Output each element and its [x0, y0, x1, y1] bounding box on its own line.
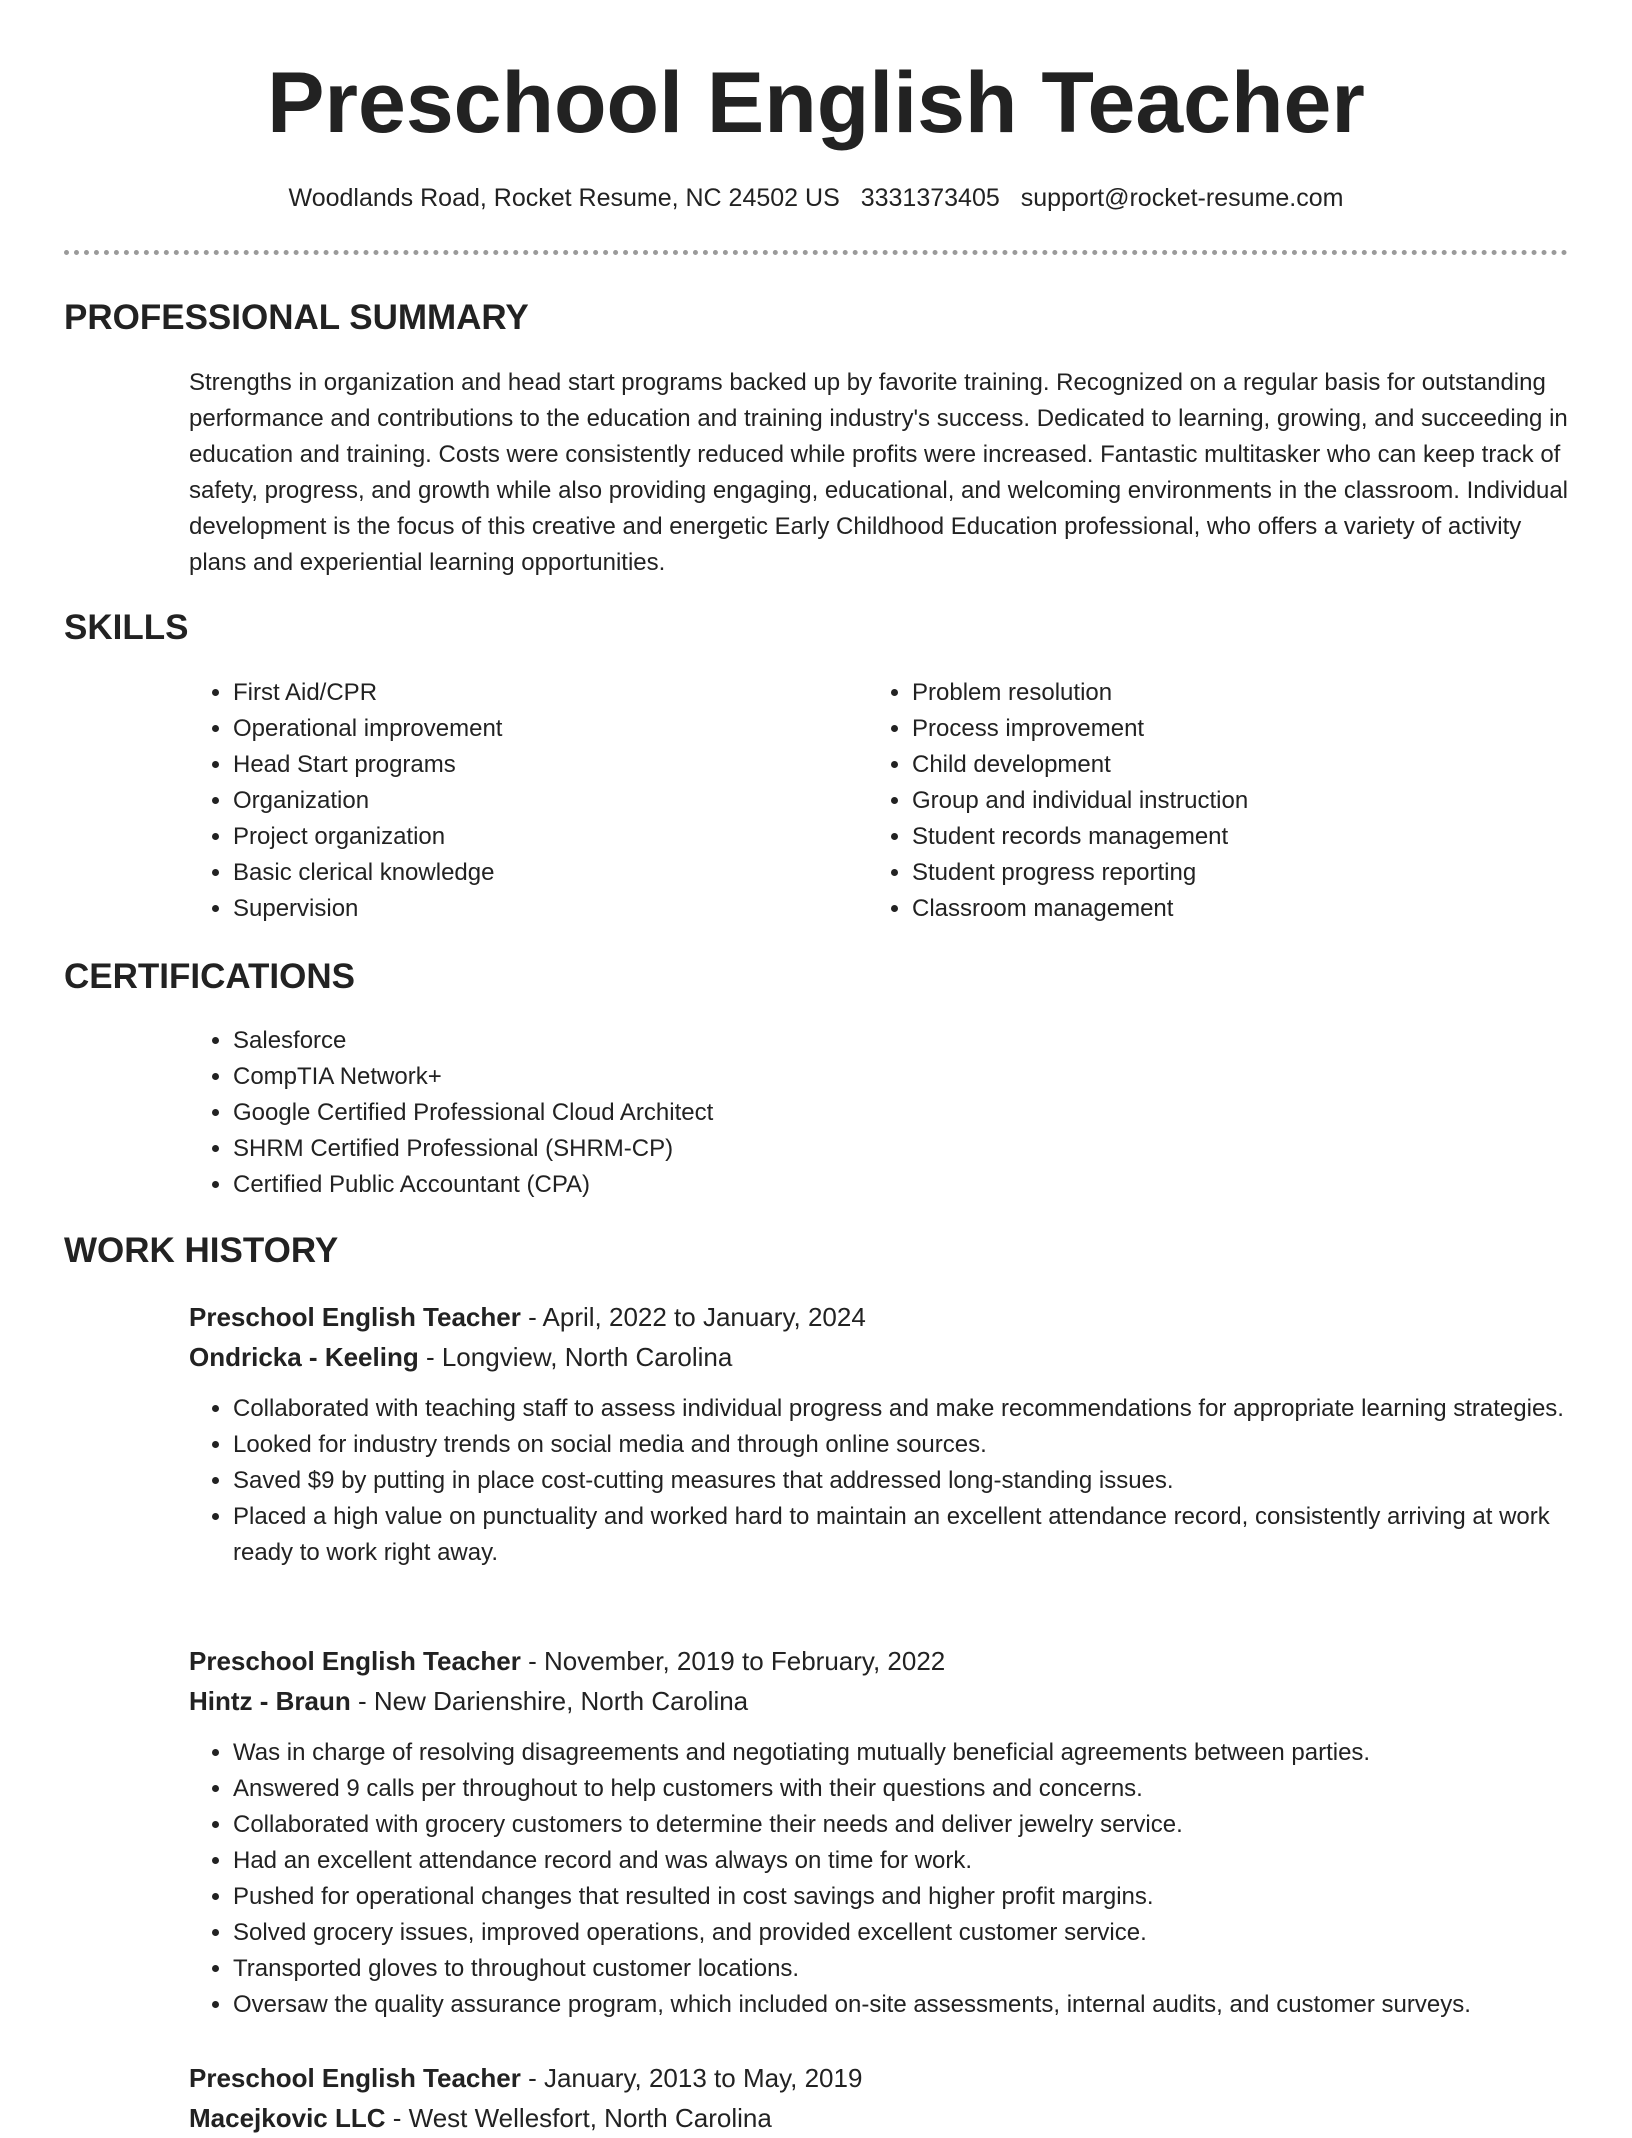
job-duty: • Saved $9 by putting in place cost-cutting measures that addressed long-standing issues.	[233, 1463, 1613, 1499]
job-dates: - April, 2022 to January, 2024	[528, 1302, 866, 1332]
job-duty: • Collaborated with grocery customers to determine their needs and deliver jewelry service.	[233, 1807, 1613, 1843]
job-company-line	[189, 1681, 748, 1721]
job-company-line	[189, 2098, 772, 2138]
contact-line	[64, 180, 1568, 216]
skills-heading: SKILLS	[64, 608, 189, 647]
job-duty: • Transported gloves to throughout customer locations.	[233, 1951, 1613, 1987]
job-duty: • Oversaw the quality assurance program, which included on-site assessments, internal audits, and customer surveys.	[233, 1987, 1613, 2023]
job-duties-list	[189, 1391, 1613, 1571]
skill-item: • Supervision	[233, 891, 833, 927]
job-role: Preschool English Teacher	[189, 2063, 521, 2093]
job-duty: • Placed a high value on punctuality and worked hard to maintain an excellent attendance record, consistently arriving at work ready to work right away.	[233, 1499, 1613, 1571]
skill-item: • Basic clerical knowledge	[233, 855, 833, 891]
job-dates: - November, 2019 to February, 2022	[528, 1646, 946, 1676]
job-duty: • Collaborated with teaching staff to assess individual progress and make recommendations for appropriate learning strategies.	[233, 1391, 1613, 1427]
job-company: Hintz - Braun	[189, 1686, 351, 1716]
job-role: Preschool English Teacher	[189, 1302, 521, 1332]
job-company: Ondricka - Keeling	[189, 1342, 419, 1372]
job-duty: • Pushed for operational changes that resulted in cost savings and higher profit margins.	[233, 1879, 1613, 1915]
certification-item: • Salesforce	[233, 1023, 1233, 1059]
job-duty: • Had an excellent attendance record and was always on time for work.	[233, 1843, 1613, 1879]
candidate-name: Preschool English Teacher	[267, 55, 1365, 151]
certification-item: • Google Certified Professional Cloud Architect	[233, 1095, 1233, 1131]
job-duties-list	[189, 1735, 1613, 2023]
certification-item: • SHRM Certified Professional (SHRM-CP)	[233, 1131, 1233, 1167]
job-duty: • Solved grocery issues, improved operations, and provided excellent customer service.	[233, 1915, 1613, 1951]
job-duty: • Answered 9 calls per throughout to help customers with their questions and concerns.	[233, 1771, 1613, 1807]
contact-email: support@rocket-resume.com	[1020, 184, 1344, 212]
job-title-line	[189, 1297, 866, 1337]
summary-text: Strengths in organization and head start programs backed up by favorite training. Recognized on a regular basis for outstanding performance and contributions to the education and training industry's success. Dedicated to learning, growing, and succeeding in education and training. Costs were consistently reduced while profits were increased. Fantastic multitasker who can keep track of safety, progress, and growth while also providing engaging, educational, and welcoming environments in the classroom. Individual development is the focus of this creative and energetic Early Childhood Education professional, who offers a variety of activity plans and experiential learning opportunities.	[189, 369, 1569, 576]
skill-item: • First Aid/CPR	[233, 675, 833, 711]
contact-phone: 3331373405	[860, 184, 1000, 212]
job-duty: • Looked for industry trends on social media and through online sources.	[233, 1427, 1613, 1463]
job-duty: • Was in charge of resolving disagreements and negotiating mutually beneficial agreements between parties.	[233, 1735, 1613, 1771]
job-company: Macejkovic LLC	[189, 2103, 386, 2133]
work-history-heading: WORK HISTORY	[64, 1231, 339, 1270]
skill-item: • Head Start programs	[233, 747, 833, 783]
certifications-list	[189, 1023, 1233, 1203]
job-company-line	[189, 1337, 732, 1377]
job-location: - New Darienshire, North Carolina	[358, 1686, 749, 1716]
skill-item: • Group and individual instruction	[912, 783, 1552, 819]
summary-heading: PROFESSIONAL SUMMARY	[64, 298, 529, 337]
skills-list-left	[189, 675, 833, 927]
skill-item: • Student progress reporting	[912, 855, 1552, 891]
job-title-line	[189, 2058, 862, 2098]
skills-list-right	[868, 675, 1552, 927]
job-role: Preschool English Teacher	[189, 1646, 521, 1676]
certification-item: • Certified Public Accountant (CPA)	[233, 1167, 1233, 1203]
skill-item: • Operational improvement	[233, 711, 833, 747]
certifications-heading: CERTIFICATIONS	[64, 957, 356, 996]
skill-item: • Problem resolution	[912, 675, 1552, 711]
skill-item: • Child development	[912, 747, 1552, 783]
job-location: - West Wellesfort, North Carolina	[392, 2103, 772, 2133]
certification-item: • CompTIA Network+	[233, 1059, 1233, 1095]
contact-address: Woodlands Road, Rocket Resume, NC 24502 US	[288, 184, 840, 212]
skill-item: • Organization	[233, 783, 833, 819]
skill-item: • Classroom management	[912, 891, 1552, 927]
skill-item: • Student records management	[912, 819, 1552, 855]
header-divider	[64, 250, 1568, 255]
skill-item: • Process improvement	[912, 711, 1552, 747]
job-location: - Longview, North Carolina	[425, 1342, 733, 1372]
job-title-line	[189, 1641, 945, 1681]
skill-item: • Project organization	[233, 819, 833, 855]
job-dates: - January, 2013 to May, 2019	[528, 2063, 863, 2093]
